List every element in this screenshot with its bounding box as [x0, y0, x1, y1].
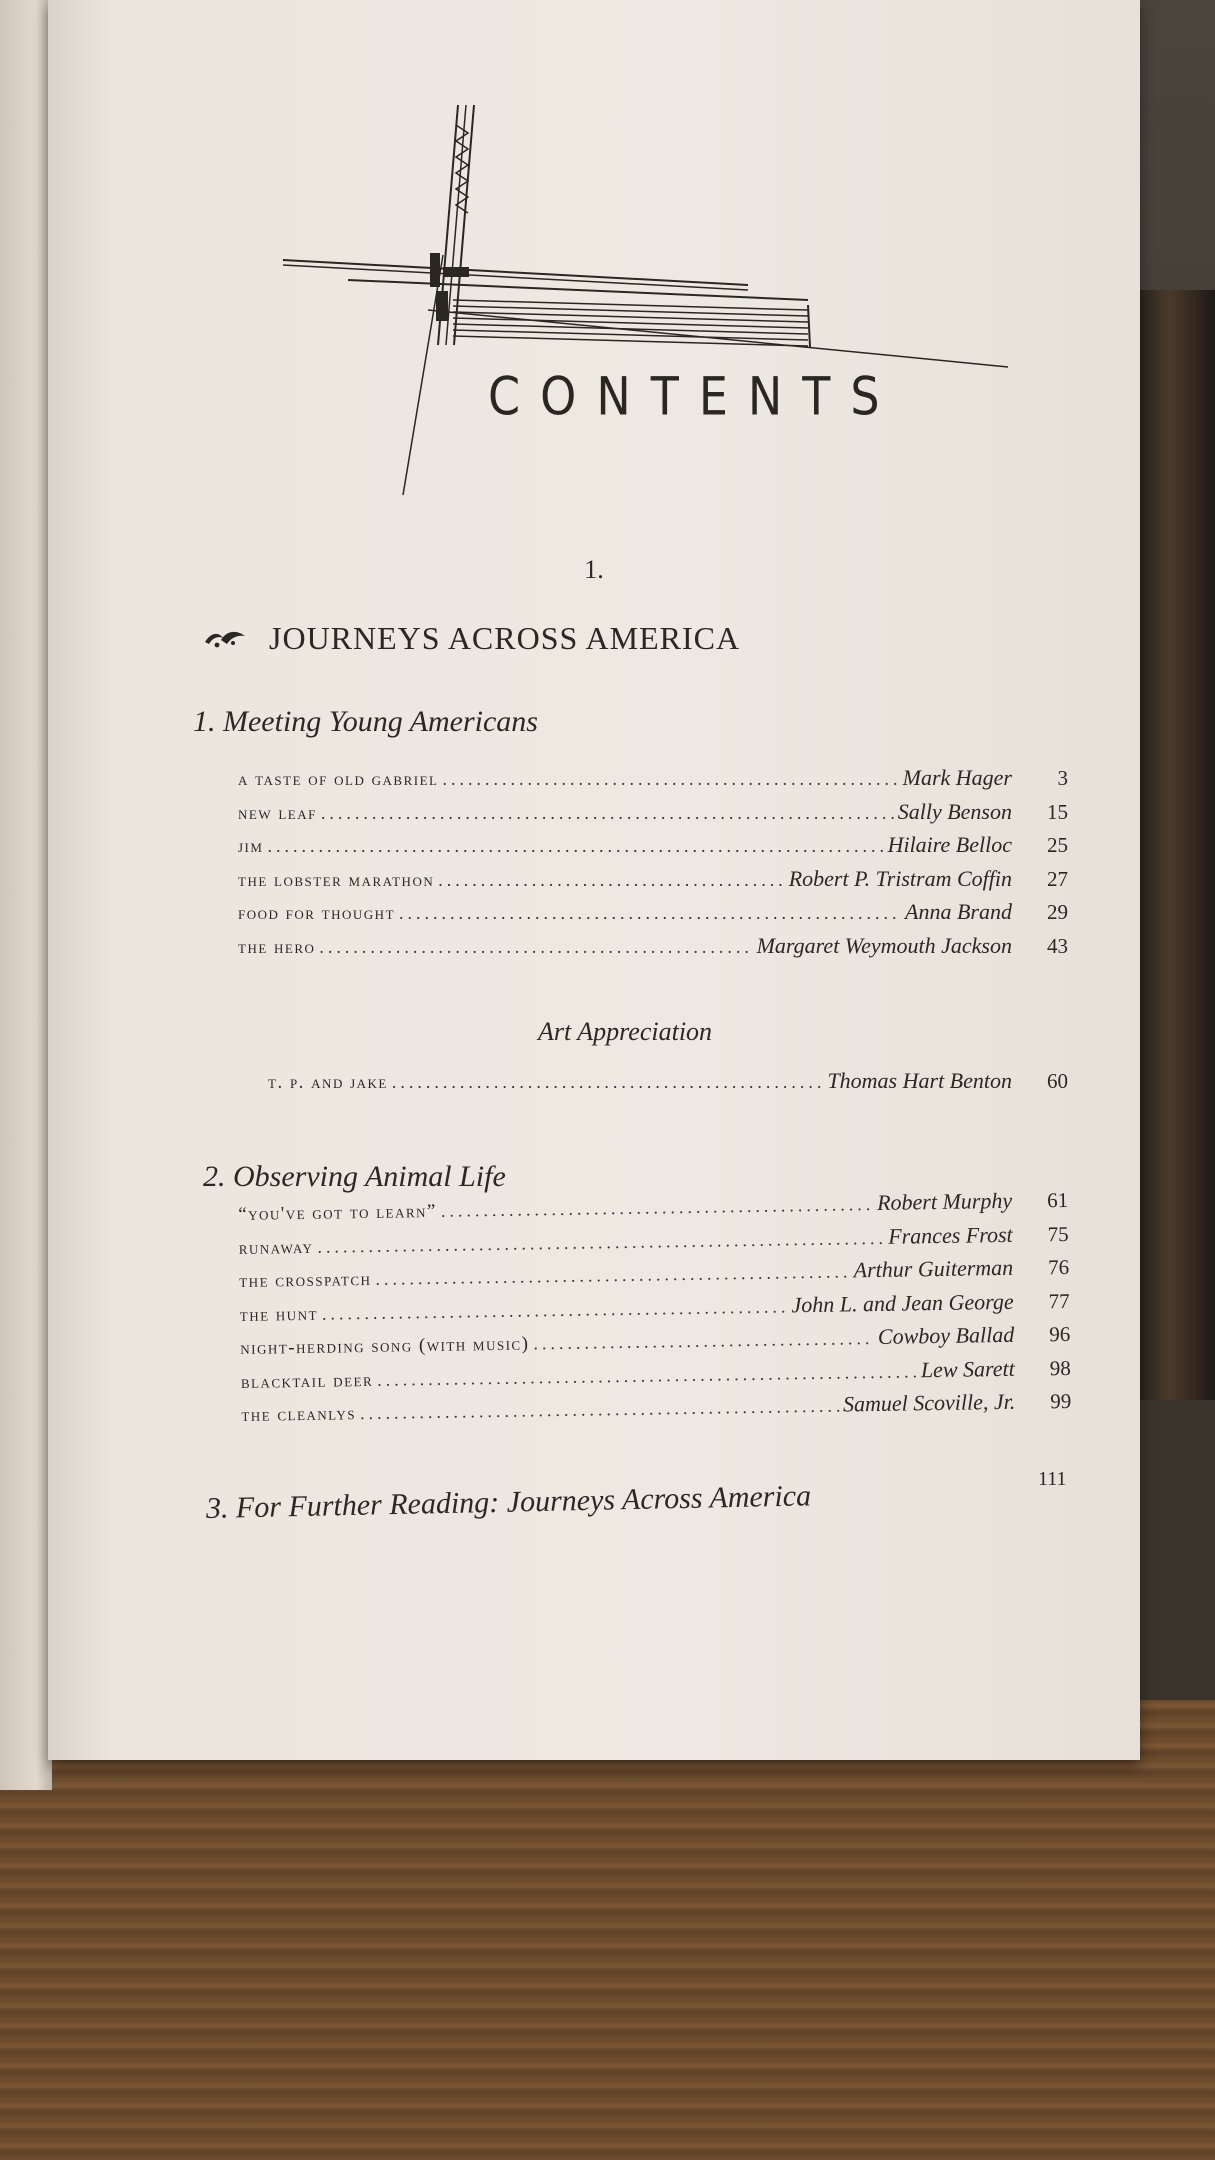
entry-title: the crosspatch — [239, 1268, 372, 1292]
entry-title: the hero — [238, 936, 316, 958]
background-books — [1140, 290, 1215, 1400]
entry-title: runaway — [238, 1236, 314, 1259]
entry-title: the cleanlys — [241, 1403, 357, 1426]
entry-page: 3 — [1057, 766, 1068, 790]
toc-entry[interactable] — [238, 866, 1068, 900]
entry-page: 75 — [1047, 1221, 1069, 1246]
left-page-edge — [0, 0, 52, 1790]
entry-title: the lobster marathon — [238, 869, 435, 891]
subsection-heading-art-appreciation: Art Appreciation — [538, 1017, 713, 1046]
entry-page: 25 — [1047, 833, 1068, 857]
dot-leader — [267, 836, 883, 857]
part-number: 1. — [584, 555, 604, 584]
section-heading-observing-animal-life: 2. Observing Animal Life — [203, 1160, 506, 1193]
toc-entry[interactable] — [268, 1068, 1068, 1102]
entry-author: Frances Frost — [887, 1221, 1013, 1249]
entry-page: 99 — [1050, 1388, 1072, 1414]
toc-entry[interactable] — [238, 799, 1068, 833]
toc-list-section-1 — [238, 765, 1068, 966]
entry-author: Lew Sarett — [920, 1355, 1015, 1382]
entry-author: John L. and Jean George — [791, 1288, 1014, 1317]
dot-leader — [319, 937, 752, 958]
toc-entry[interactable] — [238, 832, 1068, 866]
entry-page: 60 — [1047, 1069, 1068, 1093]
section-heading-meeting-young-americans: 1. Meeting Young Americans — [193, 705, 538, 738]
entry-title: jim — [238, 836, 264, 857]
dot-leader — [533, 1328, 874, 1354]
entry-author: Thomas Hart Benton — [827, 1068, 1012, 1093]
entry-title: t. p. and jake — [268, 1072, 388, 1093]
entry-author: Samuel Scoville, Jr. — [842, 1388, 1016, 1417]
entry-title: night-herding song (with music) — [240, 1333, 530, 1359]
toc-list-section-2 — [238, 1187, 1072, 1435]
toc-entry[interactable] — [238, 933, 1068, 967]
part-title: JOURNEYS ACROSS AMERICA — [269, 620, 741, 656]
dot-leader — [377, 1361, 917, 1390]
entry-title: “you've got to learn” — [238, 1200, 438, 1225]
contents-page — [48, 0, 1140, 1760]
entry-page: 96 — [1049, 1321, 1071, 1347]
entry-page: 76 — [1047, 1254, 1070, 1280]
entry-page: 29 — [1047, 900, 1068, 924]
entry-title: food for thought — [238, 903, 396, 924]
entry-author: Robert Murphy — [876, 1187, 1013, 1215]
dot-leader — [322, 1296, 788, 1324]
dot-leader — [392, 1072, 824, 1093]
dot-leader — [360, 1396, 839, 1425]
toc-list-art-appreciation — [268, 1068, 1068, 1102]
wooden-table — [0, 1700, 1215, 2160]
entry-page: 98 — [1049, 1355, 1071, 1380]
entry-author: Sally Benson — [897, 798, 1012, 824]
section-heading-further-reading[interactable]: 3. For Further Reading: Journeys Across America — [205, 1479, 812, 1525]
entry-page: 77 — [1048, 1288, 1070, 1313]
entry-title: new leaf — [238, 802, 317, 824]
entry-author: Cowboy Ballad — [877, 1321, 1015, 1349]
entry-author: Hilaire Belloc — [887, 832, 1012, 857]
dot-leader — [321, 803, 894, 824]
entry-author: Mark Hager — [902, 765, 1012, 790]
dot-leader — [375, 1261, 850, 1289]
title-ornament-icon — [278, 105, 1018, 505]
toc-entry[interactable] — [238, 899, 1068, 933]
entry-author: Robert P. Tristram Coffin — [788, 865, 1012, 891]
dot-leader — [317, 1227, 884, 1257]
contents-title: CONTENTS — [488, 365, 900, 428]
dot-leader — [441, 1194, 874, 1222]
dot-leader — [438, 870, 784, 891]
entry-title: blacktail deer — [240, 1369, 374, 1393]
entry-page: 27 — [1047, 866, 1068, 891]
entry-page: 15 — [1047, 799, 1068, 824]
toc-entry[interactable] — [238, 765, 1068, 799]
entry-title: a taste of old gabriel — [238, 769, 439, 790]
entry-author: Arthur Guiterman — [853, 1254, 1014, 1283]
section-flourish-icon — [203, 628, 247, 650]
entry-page: 43 — [1047, 933, 1068, 958]
entry-page: 61 — [1046, 1187, 1069, 1213]
entry-author: Anna Brand — [905, 899, 1012, 924]
further-reading-page: 111 — [1038, 1468, 1067, 1490]
part-heading — [203, 620, 740, 657]
entry-author: Margaret Weymouth Jackson — [756, 932, 1012, 958]
dot-leader — [442, 769, 898, 790]
entry-title: the hunt — [239, 1303, 319, 1326]
dot-leader — [399, 903, 901, 924]
